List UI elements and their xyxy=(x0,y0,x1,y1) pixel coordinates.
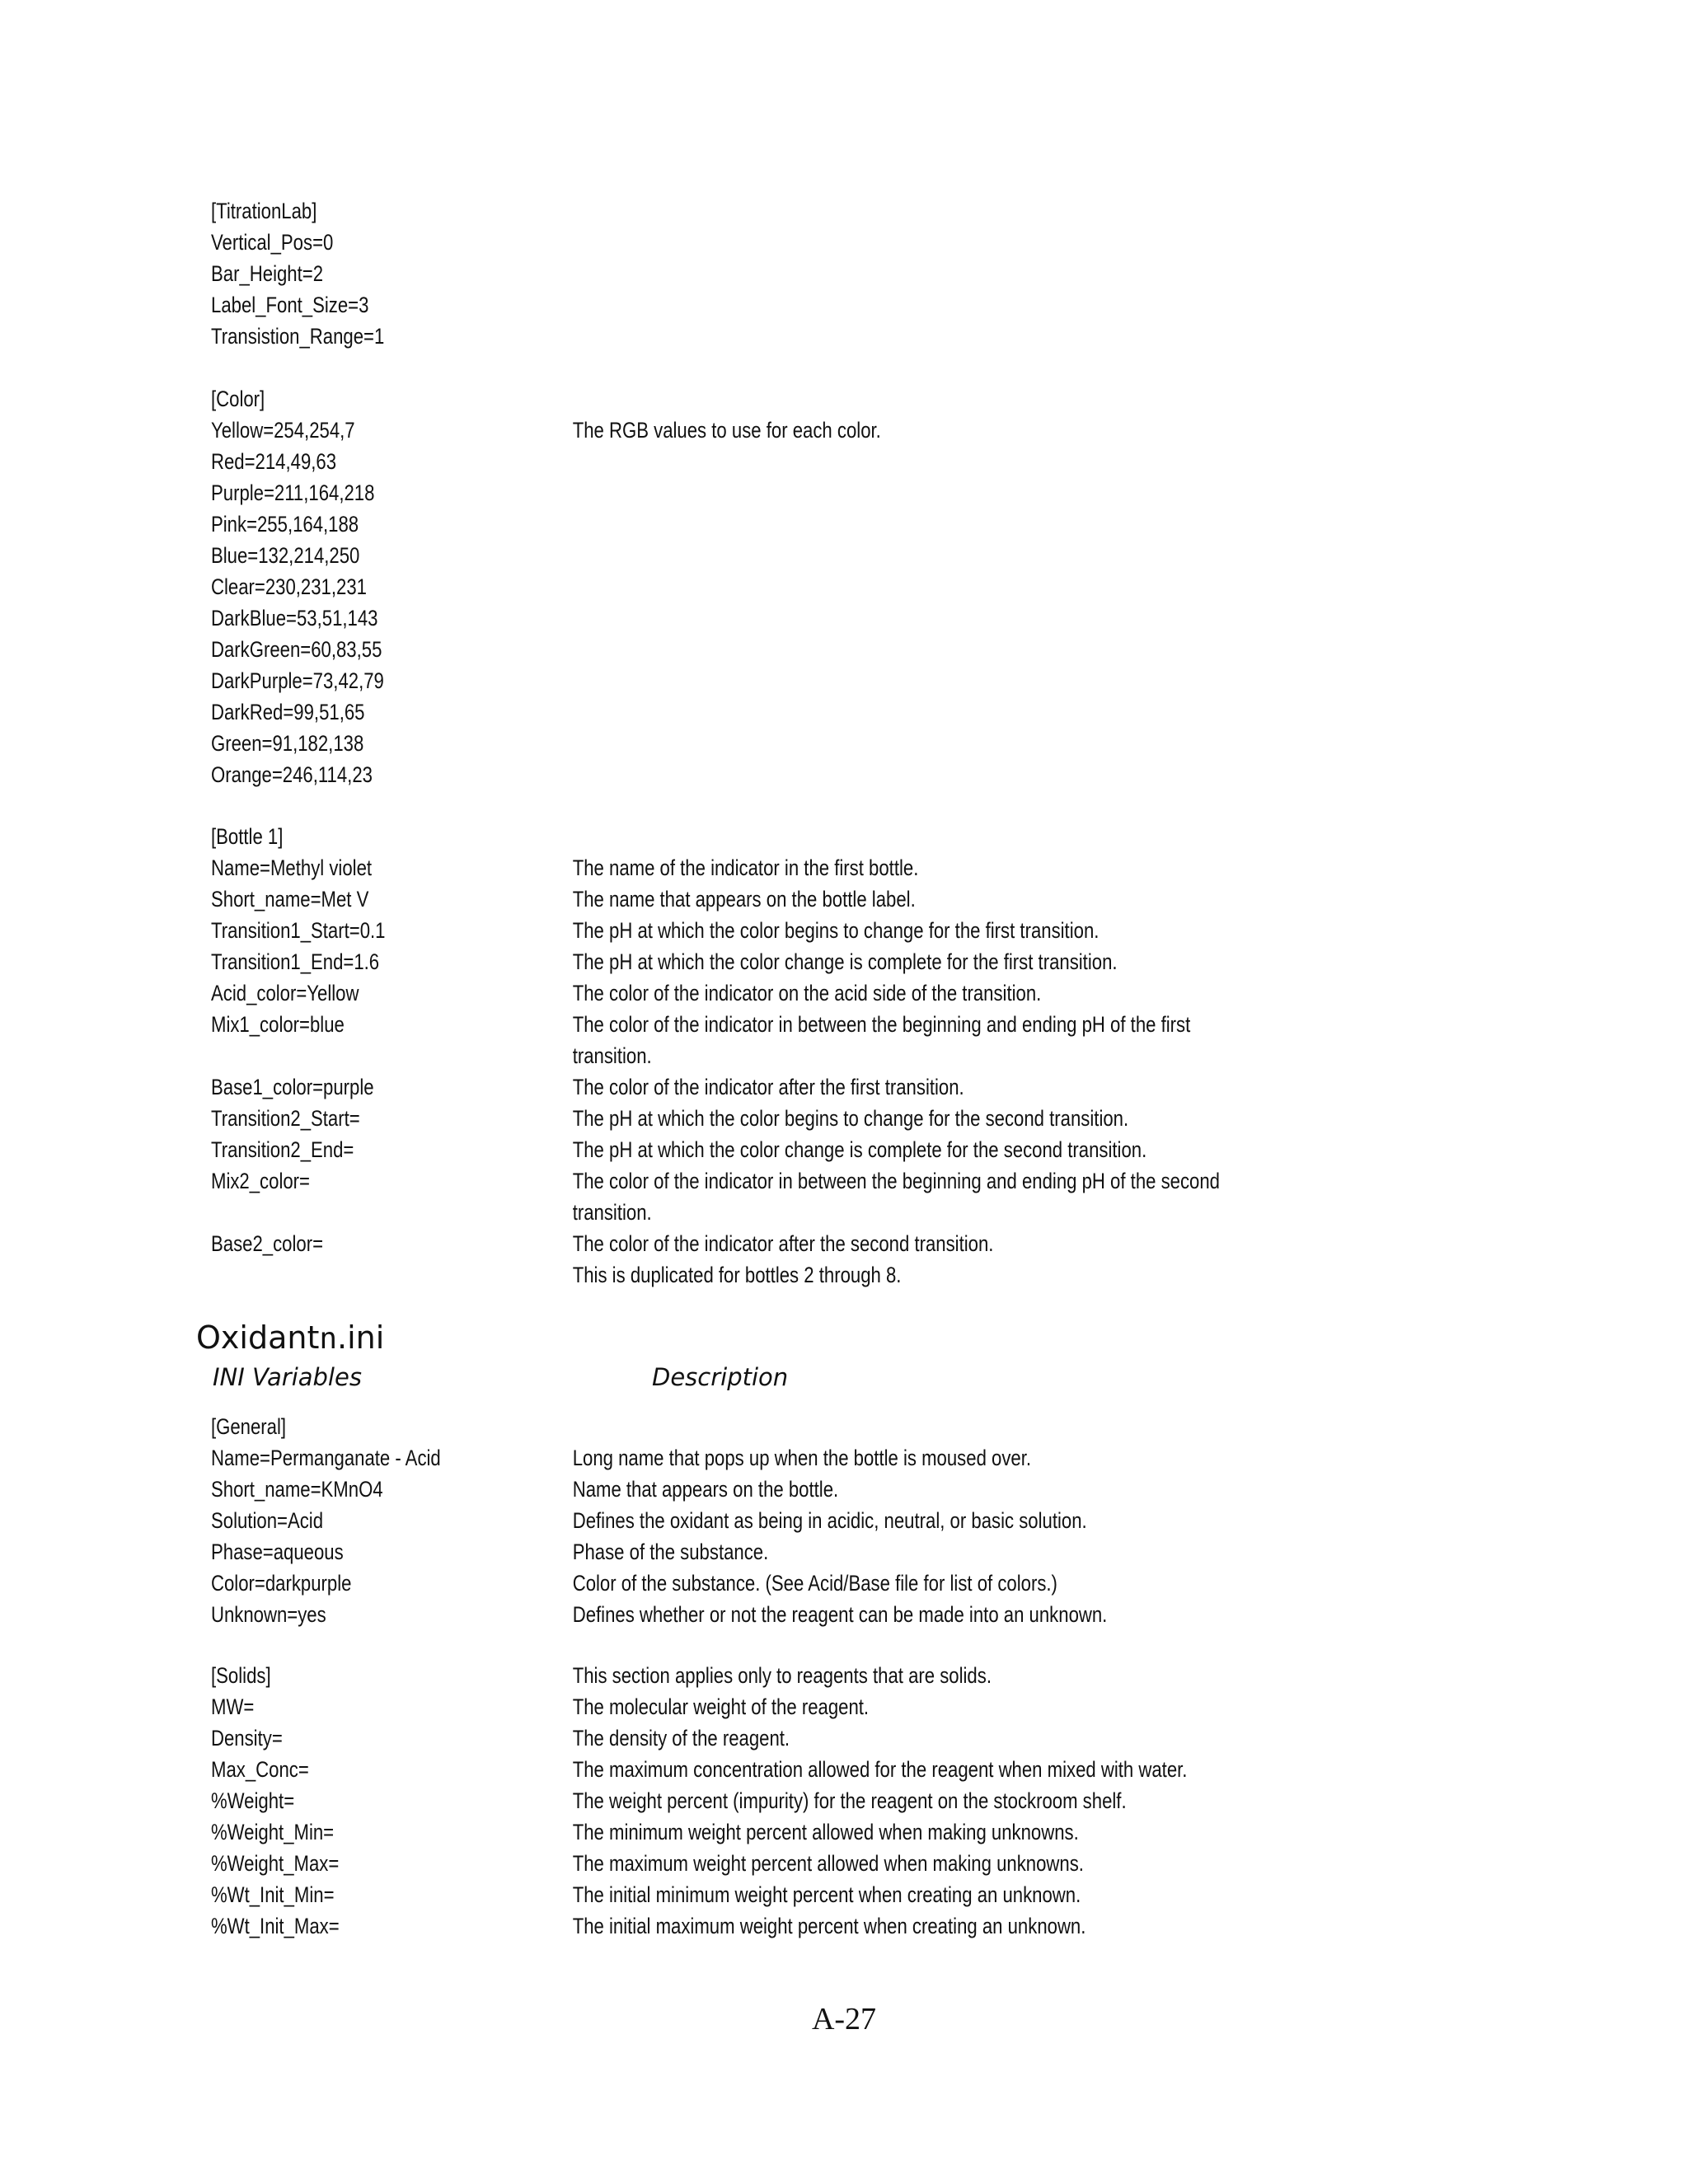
ini-variable: %Weight_Min= xyxy=(211,1820,335,1844)
ini-row xyxy=(211,946,1292,977)
ini-row xyxy=(211,883,1292,915)
description-line: The maximum weight percent allowed when making unknowns. xyxy=(572,1851,1084,1876)
ini-variable: Unknown=yes xyxy=(211,1602,326,1627)
color-section xyxy=(211,383,1292,790)
ini-description xyxy=(573,1568,1249,1599)
description-line: The color of the indicator in between the beginning and ending pH of the first xyxy=(572,1012,1191,1037)
ini-description xyxy=(573,1259,1249,1291)
description-line: Long name that pops up when the bottle is moused over. xyxy=(572,1446,1032,1470)
ini-row xyxy=(211,977,1292,1009)
description-line: The color of the indicator after the second transition. xyxy=(572,1231,994,1256)
ini-row xyxy=(211,821,1292,852)
ini-row xyxy=(211,1848,1292,1879)
ini-row xyxy=(211,1722,1292,1754)
ini-row xyxy=(211,915,1292,946)
ini-description xyxy=(573,1660,1249,1691)
ini-variable: Phase=aqueous xyxy=(211,1540,344,1564)
oxidant-ini-heading xyxy=(196,1317,384,1360)
ini-variable: MW= xyxy=(211,1694,255,1719)
description-line: The pH at which the color begins to change for the first transition. xyxy=(572,918,1100,943)
ini-row xyxy=(211,634,1292,665)
ini-row xyxy=(211,1474,1292,1505)
ini-variable: %Weight_Max= xyxy=(211,1851,340,1876)
description-line: This is duplicated for bottles 2 through 8. xyxy=(572,1263,902,1287)
column-headers xyxy=(211,1361,1530,1394)
ini-row xyxy=(211,509,1292,540)
ini-row xyxy=(211,1071,1292,1103)
ini-variable: Vertical_Pos=0 xyxy=(211,230,334,255)
ini-row xyxy=(211,321,1292,352)
ini-row xyxy=(211,1505,1292,1536)
heading-suffix: .ini xyxy=(337,1319,385,1356)
ini-description xyxy=(573,1691,1249,1722)
ini-row xyxy=(211,258,1292,289)
description-line: Phase of the substance. xyxy=(572,1540,769,1564)
ini-variable: Mix2_color= xyxy=(211,1169,310,1193)
ini-variable: [TitrationLab] xyxy=(211,199,317,223)
ini-variable: Transition2_End= xyxy=(211,1137,354,1162)
ini-description xyxy=(573,1103,1249,1134)
ini-row xyxy=(211,1785,1292,1816)
ini-description xyxy=(573,852,1249,883)
ini-row xyxy=(211,415,1292,446)
ini-variable: Yellow=254,254,7 xyxy=(211,418,355,443)
ini-row xyxy=(211,1910,1292,1942)
description-line: The initial maximum weight percent when creating an unknown. xyxy=(572,1914,1086,1938)
ini-description xyxy=(573,1910,1249,1942)
ini-row xyxy=(211,1259,1292,1291)
ini-row xyxy=(211,540,1292,571)
description-line: Defines whether or not the reagent can be made into an unknown. xyxy=(572,1602,1108,1627)
ini-description xyxy=(573,1228,1249,1259)
ini-variable: Density= xyxy=(211,1726,283,1750)
ini-description xyxy=(573,1442,1249,1474)
ini-variable: %Weight= xyxy=(211,1788,295,1813)
ini-variable: Bar_Height=2 xyxy=(211,261,324,286)
ini-variable: Orange=246,114,23 xyxy=(211,762,373,787)
ini-description xyxy=(573,1879,1249,1910)
description-line: The color of the indicator on the acid side of the transition. xyxy=(572,981,1042,1005)
description-line: The pH at which the color change is complete for the second transition. xyxy=(572,1137,1147,1162)
ini-description xyxy=(573,1536,1249,1568)
ini-row xyxy=(211,289,1292,321)
ini-row xyxy=(211,1754,1292,1785)
heading-prefix: Oxidant xyxy=(196,1319,320,1356)
ini-row xyxy=(211,1816,1292,1848)
ini-description xyxy=(573,415,1249,446)
ini-variable: Name=Permanganate - Acid xyxy=(211,1446,441,1470)
titration-section xyxy=(211,195,1292,352)
ini-row xyxy=(211,383,1292,415)
ini-description xyxy=(573,1754,1249,1785)
ini-variable: Base1_color=purple xyxy=(211,1075,374,1099)
ini-variable: Transition1_Start=0.1 xyxy=(211,918,386,943)
description-continuation: transition. xyxy=(572,1043,652,1068)
ini-row xyxy=(211,1599,1292,1630)
ini-row xyxy=(211,728,1292,759)
description-line: The initial minimum weight percent when creating an unknown. xyxy=(572,1882,1081,1907)
ini-row xyxy=(211,1536,1292,1568)
ini-variable: Label_Font_Size=3 xyxy=(211,293,369,317)
ini-row xyxy=(211,1691,1292,1722)
description-line: This section applies only to reagents that are solids. xyxy=(572,1663,992,1688)
ini-variable: [General] xyxy=(211,1414,287,1439)
ini-row xyxy=(211,227,1292,258)
ini-row xyxy=(211,571,1292,602)
ini-description xyxy=(573,1505,1249,1536)
ini-variable: [Color] xyxy=(211,387,265,411)
ini-variable: Transition2_Start= xyxy=(211,1106,360,1131)
ini-variable: Mix1_color=blue xyxy=(211,1012,345,1037)
ini-row xyxy=(211,1879,1292,1910)
ini-description xyxy=(573,1848,1249,1879)
ini-row xyxy=(211,195,1292,227)
ini-row xyxy=(211,446,1292,477)
ini-variable: Name=Methyl violet xyxy=(211,855,373,880)
description-line: Color of the substance. (See Acid/Base file for list of colors.) xyxy=(572,1571,1057,1596)
ini-variable: %Wt_Init_Min= xyxy=(211,1882,335,1907)
description-line: The maximum concentration allowed for the reagent when mixed with water. xyxy=(572,1757,1188,1782)
description-line: The name of the indicator in the first bottle. xyxy=(572,855,919,880)
ini-row xyxy=(211,1134,1292,1165)
ini-row xyxy=(211,602,1292,634)
ini-description xyxy=(573,1785,1249,1816)
ini-row xyxy=(211,477,1292,509)
ini-row xyxy=(211,1009,1292,1071)
ini-variable: DarkGreen=60,83,55 xyxy=(211,637,382,662)
solids-section xyxy=(211,1660,1292,1942)
description-header: Description xyxy=(652,1363,789,1391)
description-line: The weight percent (impurity) for the reagent on the stockroom shelf. xyxy=(572,1788,1127,1813)
ini-variable: Acid_color=Yellow xyxy=(211,981,359,1005)
ini-variable: DarkRed=99,51,65 xyxy=(211,700,365,724)
ini-description xyxy=(573,1071,1249,1103)
description-line: Name that appears on the bottle. xyxy=(572,1477,839,1502)
ini-row xyxy=(211,1660,1292,1691)
ini-variables-header: INI Variables xyxy=(213,1363,362,1391)
ini-variable: Transition1_End=1.6 xyxy=(211,949,380,974)
ini-description xyxy=(573,977,1249,1009)
ini-row xyxy=(211,1568,1292,1599)
ini-description xyxy=(573,1009,1249,1071)
description-line: The color of the indicator after the first transition. xyxy=(572,1075,964,1099)
description-continuation: transition. xyxy=(572,1200,652,1225)
ini-variable: Transistion_Range=1 xyxy=(211,324,385,349)
ini-variable: Pink=255,164,188 xyxy=(211,512,359,537)
heading-variable: n xyxy=(319,1322,338,1356)
ini-variable: %Wt_Init_Max= xyxy=(211,1914,340,1938)
ini-variable: [Bottle 1] xyxy=(211,824,284,849)
ini-variable: [Solids] xyxy=(211,1663,271,1688)
ini-row xyxy=(211,852,1292,883)
description-line: The minimum weight percent allowed when making unknowns. xyxy=(572,1820,1079,1844)
ini-variable: Clear=230,231,231 xyxy=(211,574,367,599)
general-section xyxy=(211,1411,1292,1630)
ini-variable: Short_name=Met V xyxy=(211,887,369,912)
ini-description xyxy=(573,1599,1249,1630)
ini-row xyxy=(211,759,1292,790)
description-line: The RGB values to use for each color. xyxy=(572,418,881,443)
description-line: The color of the indicator in between the beginning and ending pH of the second xyxy=(572,1169,1220,1193)
description-line: The pH at which the color change is complete for the first transition. xyxy=(572,949,1118,974)
ini-description xyxy=(573,946,1249,977)
ini-description xyxy=(573,1165,1249,1228)
ini-row xyxy=(211,1411,1292,1442)
ini-variable: Short_name=KMnO4 xyxy=(211,1477,383,1502)
description-line: The name that appears on the bottle label. xyxy=(572,887,916,912)
ini-variable: Green=91,182,138 xyxy=(211,731,364,756)
description-line: The pH at which the color begins to change for the second transition. xyxy=(572,1106,1129,1131)
bottle-section xyxy=(211,821,1292,1291)
ini-row xyxy=(211,696,1292,728)
ini-variable: Red=214,49,63 xyxy=(211,449,337,474)
ini-variable: Solution=Acid xyxy=(211,1508,324,1533)
description-line: The molecular weight of the reagent. xyxy=(572,1694,870,1719)
ini-variable: DarkPurple=73,42,79 xyxy=(211,668,384,693)
ini-description xyxy=(573,1722,1249,1754)
ini-variable: Blue=132,214,250 xyxy=(211,543,360,568)
page-number: A-27 xyxy=(811,2002,877,2036)
ini-row xyxy=(211,1165,1292,1228)
ini-description xyxy=(573,883,1249,915)
ini-variable: Color=darkpurple xyxy=(211,1571,352,1596)
ini-row xyxy=(211,1228,1292,1259)
description-line: Defines the oxidant as being in acidic, neutral, or basic solution. xyxy=(572,1508,1087,1533)
description-line: The density of the reagent. xyxy=(572,1726,790,1750)
ini-description xyxy=(573,1816,1249,1848)
ini-description xyxy=(573,1474,1249,1505)
ini-row xyxy=(211,1442,1292,1474)
ini-variable: Purple=211,164,218 xyxy=(211,480,375,505)
ini-variable: DarkBlue=53,51,143 xyxy=(211,606,378,630)
ini-row xyxy=(211,1103,1292,1134)
ini-row xyxy=(211,665,1292,696)
ini-description xyxy=(573,1134,1249,1165)
ini-description xyxy=(573,915,1249,946)
ini-variable: Max_Conc= xyxy=(211,1757,309,1782)
ini-variable: Base2_color= xyxy=(211,1231,324,1256)
